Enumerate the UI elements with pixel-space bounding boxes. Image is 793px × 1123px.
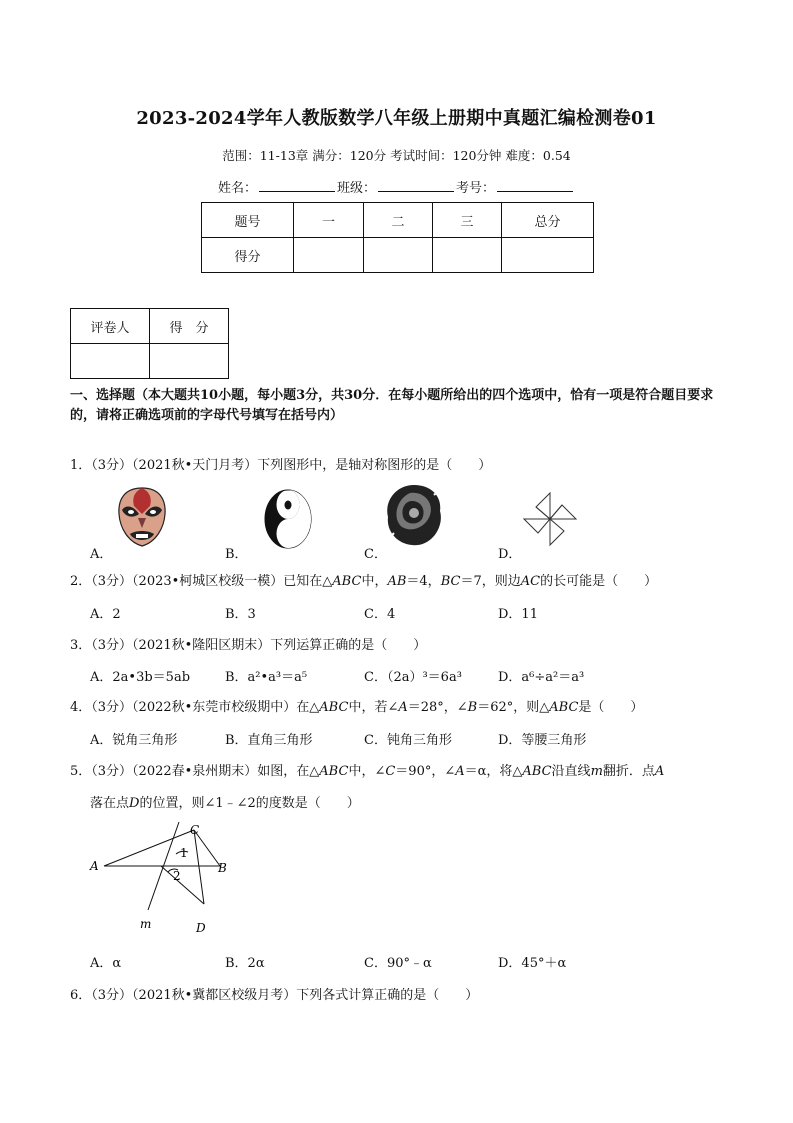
label-angle-1: 1 <box>180 846 188 860</box>
grader-row <box>71 344 229 379</box>
score-row-label: 得分 <box>202 238 294 273</box>
score-cell[interactable] <box>502 238 594 273</box>
question-3-option-a[interactable]: A．2a•3b＝5ab <box>90 670 191 685</box>
grader-header-row <box>71 309 229 344</box>
score-cell[interactable] <box>433 238 502 273</box>
question-4-option-d[interactable]: D．等腰三角形 <box>498 733 587 748</box>
question-4-option-c[interactable]: C．钝角三角形 <box>364 733 452 748</box>
question-1-option-b[interactable]: B． <box>225 547 248 562</box>
question-3-option-d[interactable]: D．a⁶÷a²＝a³ <box>498 670 585 685</box>
question-2-option-d[interactable]: D．11 <box>498 607 538 622</box>
question-6-stem: 6．（3分）（2021秋•冀都区校级月考）下列各式计算正确的是（ ） <box>70 988 479 1003</box>
page-title: 2023-2024学年人教版数学八年级上册期中真题汇编检测卷01 <box>136 108 657 129</box>
score-header-cell: 题号 <box>202 203 294 238</box>
score-cell[interactable] <box>294 238 364 273</box>
number-label: 考号： <box>456 181 496 196</box>
label-c: C <box>190 823 200 837</box>
label-angle-2: 2 <box>173 869 181 883</box>
question-3-option-c[interactable]: C．（2a）³＝6a³ <box>364 670 462 685</box>
question-5-option-a[interactable]: A．α <box>90 956 122 971</box>
question-2-option-b[interactable]: B．3 <box>225 607 256 622</box>
question-1-option-a[interactable]: A． <box>90 547 113 562</box>
question-1-stem: 1．（3分）（2021秋•天门月考）下列图形中，是轴对称图形的是（ ） <box>70 458 492 473</box>
score-header-cell: 二 <box>364 203 433 238</box>
question-5-option-c[interactable]: C．90°﹣α <box>364 956 432 971</box>
question-5-option-d[interactable]: D．45°＋α <box>498 956 567 971</box>
question-3-option-b[interactable]: B．a²•a³＝a⁵ <box>225 670 308 685</box>
student-info <box>0 177 793 196</box>
class-label: 班级： <box>336 181 376 196</box>
label-m: m <box>140 917 152 931</box>
grader-header-cell: 得 分 <box>150 309 229 344</box>
score-header-cell: 总分 <box>502 203 594 238</box>
segment-fold-d <box>161 866 204 904</box>
question-5-option-b[interactable]: B．2α <box>225 956 265 971</box>
score-table-header-row <box>202 203 594 238</box>
score-cell[interactable] <box>364 238 433 273</box>
number-blank[interactable] <box>497 179 573 192</box>
label-b: B <box>218 861 227 875</box>
section-intro: 一、选择题（本大题共10小题，每小题3分，共30分．在每小题所给出的四个选项中，恰有一项是符合题目要求的，请将正确选项前的字母代号填写在括号内） <box>70 388 714 423</box>
opera-mask-icon <box>112 484 172 550</box>
score-table-row <box>202 238 594 273</box>
score-table <box>201 202 594 273</box>
label-d: D <box>196 921 206 935</box>
grader-table <box>70 308 229 379</box>
question-4-option-b[interactable]: B．直角三角形 <box>225 733 313 748</box>
question-2-stem: 2．（3分）（2023•柯城区校级一模）已知在△ABC中，AB＝4，BC＝7，则边AC的长可能是（ ） <box>70 574 658 589</box>
grader-cell[interactable] <box>150 344 229 379</box>
question-5-stem-line2: 落在点D的位置，则∠1﹣∠2的度数是（ ） <box>90 796 360 811</box>
score-header-cell: 一 <box>294 203 364 238</box>
swirl-flower-icon <box>385 482 443 548</box>
name-label: 姓名： <box>217 181 257 196</box>
class-blank[interactable] <box>378 179 454 192</box>
grader-header-cell: 评卷人 <box>71 309 150 344</box>
score-header-cell: 三 <box>433 203 502 238</box>
label-a: A <box>90 859 99 873</box>
question-5-stem: 5．（3分）（2022春•泉州期末）如图，在△ABC中，∠C＝90°，∠A＝α，将△ABC沿直线m翻折．点A <box>70 764 665 779</box>
question-4-stem: 4．（3分）（2022秋•东莞市校级期中）在△ABC中，若∠A＝28°，∠B＝62°，则△ABC是（ ） <box>70 700 644 715</box>
question-3-stem: 3．（3分）（2021秋•隆阳区期末）下列运算正确的是（ ） <box>70 638 427 653</box>
triangle-fold-figure <box>86 818 246 938</box>
grader-cell[interactable] <box>71 344 150 379</box>
question-1-option-c[interactable]: C． <box>364 547 387 562</box>
name-blank[interactable] <box>259 179 335 192</box>
question-1-option-d[interactable]: D． <box>498 547 522 562</box>
pinwheel-icon <box>520 490 580 548</box>
question-4-option-a[interactable]: A．锐角三角形 <box>90 733 178 748</box>
question-2-option-c[interactable]: C．4 <box>364 607 396 622</box>
yin-yang-icon <box>262 488 314 550</box>
question-2-option-a[interactable]: A．2 <box>90 607 121 622</box>
exam-meta: 范围：11-13章 满分：120分 考试时间：120分钟 难度：0.54 <box>222 148 571 163</box>
